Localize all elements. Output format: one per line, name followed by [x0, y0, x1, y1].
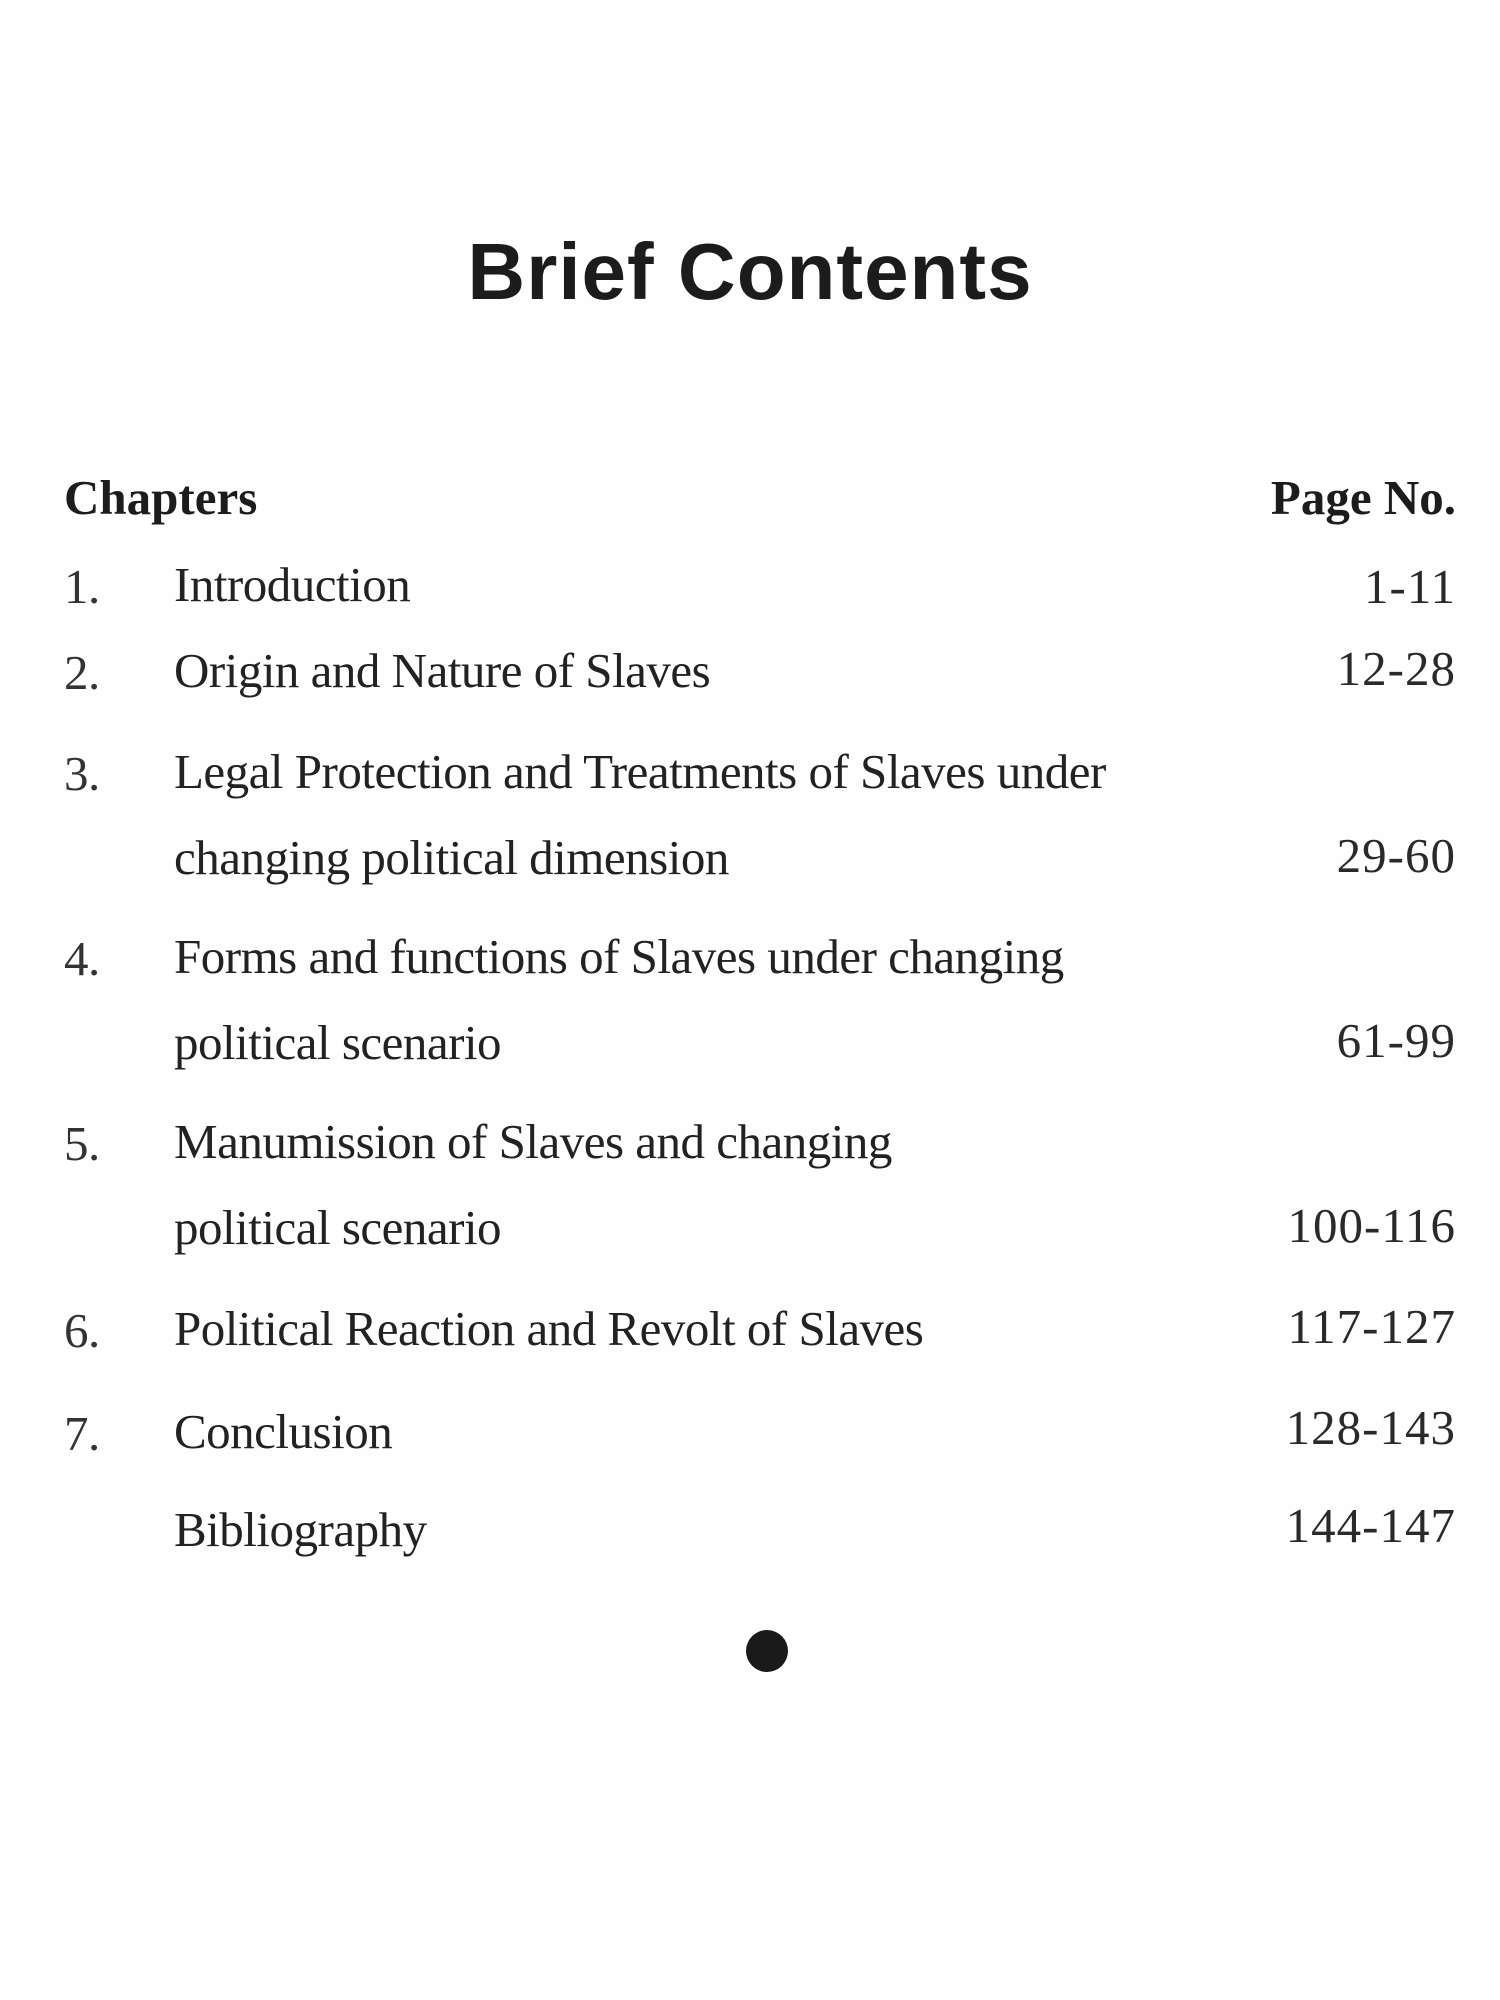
entry-title-line: Manumission of Slaves and changing [174, 1114, 892, 1169]
entry-number: 7. [64, 1406, 100, 1461]
entry-title-line: Conclusion [174, 1404, 393, 1459]
entry-number: 4. [64, 931, 100, 986]
entry-title [174, 1487, 1254, 1573]
page-no-column-header: Page No. [1270, 470, 1456, 525]
entry-title-line: political scenario [174, 1015, 502, 1070]
entry-title [174, 914, 1254, 1086]
entry-number: 2. [64, 645, 100, 700]
entry-number: 6. [64, 1303, 100, 1358]
entry-pages: 117-127 [1287, 1299, 1456, 1354]
entry-pages: 61-99 [1336, 1013, 1456, 1068]
entry-pages: 1-11 [1364, 559, 1456, 614]
entry-title-line: Introduction [174, 557, 411, 612]
entry-pages: 128-143 [1285, 1400, 1456, 1455]
entry-title [174, 1099, 1254, 1271]
entry-pages: 144-147 [1285, 1498, 1456, 1553]
entry-pages: 100-116 [1287, 1198, 1456, 1253]
entry-title-line: Bibliography [174, 1502, 427, 1557]
entry-title [174, 729, 1254, 901]
entry-title [174, 1389, 1254, 1475]
entry-title-line: changing political dimension [174, 830, 729, 885]
entry-title [174, 542, 1254, 628]
entry-title [174, 628, 1254, 714]
ornament-dot [746, 1630, 788, 1672]
entry-title-line: Origin and Nature of Slaves [174, 643, 711, 698]
entry-pages: 29-60 [1336, 828, 1456, 883]
entry-number: 3. [64, 746, 100, 801]
entry-number: 5. [64, 1116, 100, 1171]
chapters-column-header: Chapters [64, 470, 258, 525]
entry-title-line: Forms and functions of Slaves under changing [174, 929, 1064, 984]
entry-title-line: political scenario [174, 1200, 502, 1255]
entry-number: 1. [64, 559, 100, 614]
page-title: Brief Contents [467, 227, 1033, 316]
entry-pages: 12-28 [1336, 641, 1456, 696]
entry-title [174, 1286, 1254, 1372]
entry-title-line: Political Reaction and Revolt of Slaves [174, 1301, 924, 1356]
entry-title-line: Legal Protection and Treatments of Slaves under [174, 744, 1106, 799]
